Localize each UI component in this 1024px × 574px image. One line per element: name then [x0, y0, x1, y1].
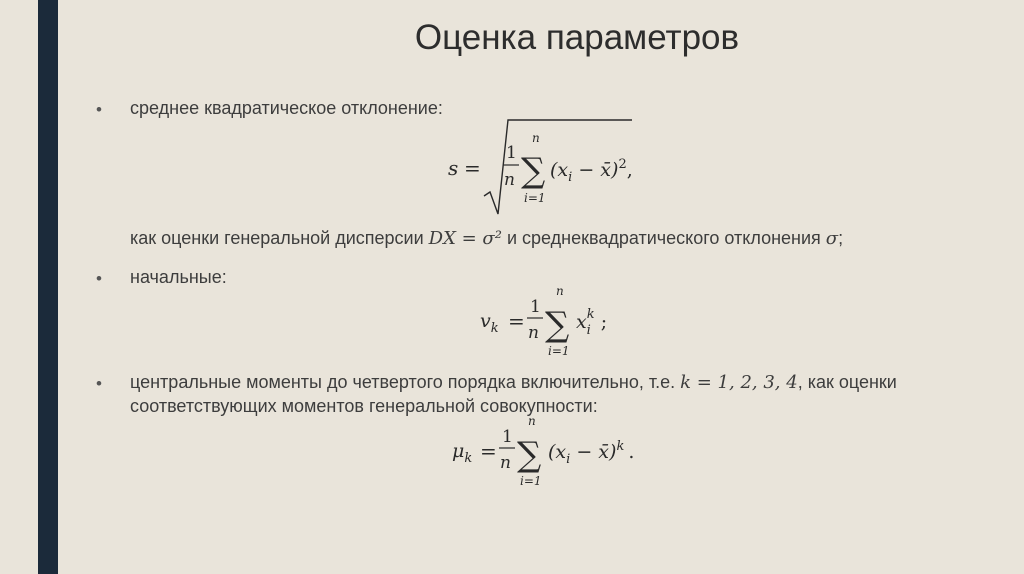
formula-initial-lhs: v	[480, 310, 491, 332]
central-line1	[130, 372, 897, 393]
formula-std-tail: ,	[626, 159, 633, 181]
formula-initial-body-group	[576, 307, 607, 338]
std-label: среднее квадратическое отклонение:	[130, 98, 443, 118]
formula-initial-num: 1	[530, 297, 541, 317]
formula-central-tail: .	[628, 441, 635, 463]
left-accent-bar	[38, 0, 58, 574]
formula-central-body: (x	[548, 441, 567, 463]
formula-std-body-group	[550, 157, 633, 185]
formula-std-num: 1	[506, 143, 517, 163]
initial-label: начальные:	[130, 267, 227, 287]
std-note-a: как оценки генеральной дисперсии	[130, 228, 424, 248]
formula-initial-lhs-sub: k	[490, 321, 499, 336]
formula-std-sum: ∑	[521, 151, 546, 191]
formula-central-mid: − x̄)	[570, 441, 617, 463]
central-line2: соответствующих моментов генеральной совокупности:	[130, 396, 598, 416]
formula-central	[444, 412, 664, 494]
formula-central-lhs: μ	[452, 440, 465, 462]
formula-initial-body: x	[576, 311, 587, 333]
bullet-initial: •	[96, 269, 102, 288]
formula-initial-lhs-group	[480, 310, 499, 336]
formula-std-body: (x	[550, 159, 569, 181]
formula-central-sub: i	[566, 452, 571, 467]
central-line1-a: центральные моменты до четвертого порядка включительно, т.е.	[130, 372, 676, 392]
formula-std-eq: =	[464, 156, 481, 180]
std-note-end: ;	[838, 228, 844, 248]
formula-central-sum-top: n	[528, 414, 536, 428]
formula-central-body-group	[548, 439, 634, 467]
formula-central-sup: k	[616, 439, 625, 454]
formula-central-sum: ∑	[517, 435, 542, 475]
formula-initial-eq: =	[508, 309, 525, 333]
formula-std-den: n	[504, 170, 515, 190]
bullet-central: •	[96, 374, 102, 393]
bullet-std: •	[96, 100, 102, 119]
formula-initial	[472, 282, 642, 364]
formula-central-den: n	[500, 453, 511, 473]
formula-initial-sum: ∑	[545, 305, 570, 345]
central-k-values: k = 1, 2, 3, 4	[680, 372, 798, 393]
formula-std	[440, 112, 660, 220]
formula-initial-sub: i	[586, 323, 591, 338]
formula-std-sum-bottom: i=1	[524, 191, 546, 205]
formula-initial-tail: ;	[600, 311, 608, 333]
formula-initial-sup: k	[586, 307, 595, 322]
central-line1-b: , как оценки	[797, 372, 897, 392]
formula-central-num: 1	[502, 427, 513, 447]
formula-central-eq: =	[480, 439, 497, 463]
formula-central-lhs-group	[452, 440, 472, 466]
slide-title: Оценка параметров	[414, 18, 740, 57]
formula-initial-sum-top: n	[556, 284, 564, 298]
std-note-formula: DX = σ²	[428, 228, 502, 249]
formula-central-sum-bottom: i=1	[520, 474, 542, 488]
formula-std-mid: − x̄)	[572, 159, 619, 181]
formula-central-lhs-sub: k	[464, 451, 473, 466]
std-note-sigma: σ	[825, 228, 839, 249]
formula-std-sup: 2	[618, 157, 627, 172]
formula-initial-den: n	[528, 323, 539, 343]
formula-std-sub: i	[568, 170, 573, 185]
std-note-b: и среднеквадратического отклонения	[506, 228, 821, 248]
std-note	[130, 228, 843, 249]
formula-initial-sum-bottom: i=1	[548, 344, 570, 358]
formula-std-sum-top: n	[532, 131, 540, 145]
formula-std-lhs: s	[448, 156, 459, 180]
